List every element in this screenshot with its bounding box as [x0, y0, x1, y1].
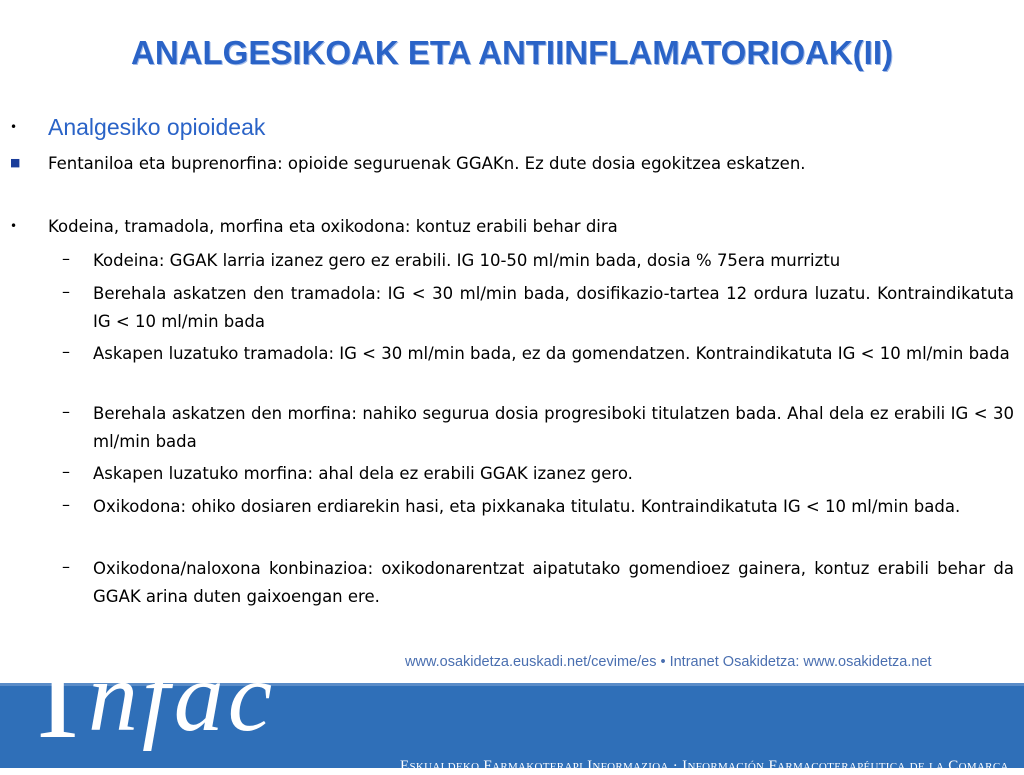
round-bullet-icon: •: [10, 120, 18, 134]
dash-bullet-icon: –: [62, 462, 70, 481]
dash-bullet-icon: –: [62, 402, 70, 421]
sub-item-text: Berehala askatzen den morfina: nahiko segurua dosia progresiboki titulatzen bada. Ahal dela ez erabili IG < 30 ml/min bada: [93, 404, 1014, 451]
sub-item-text: Askapen luzatuko morfina: ahal dela ez erabili GGAK izanez gero.: [93, 464, 633, 483]
footer-url-text[interactable]: www.osakidetza.euskadi.net/cevime/es • Intranet Osakidetza: www.osakidetza.net: [405, 654, 932, 670]
sub-item-text: Oxikodona: ohiko dosiaren erdiarekin hasi, eta pixkanaka titulatu. Kontraindikatuta IG < 10 ml/min bada.: [93, 497, 961, 516]
square-bullet-icon: ■: [10, 156, 21, 169]
sub-item-text: Berehala askatzen den tramadola: IG < 30 ml/min bada, dosifikazio-tartea 12 ordura luzatu. Kontraindikatuta IG < 10 ml/min bada: [93, 284, 1014, 331]
sub-item-text: Kodeina: GGAK larria izanez gero ez erabili. IG 10-50 ml/min bada, dosia % 75era murriztu: [93, 251, 841, 270]
footer: [0, 622, 1024, 774]
organization-name: Eskualdeko Farmakoterapi Informazioa · Información Farmacoterapéutica de la Comarca: [400, 758, 1009, 774]
bullet-text: Fentaniloa eta buprenorfina: opioide seguruenak GGAKn. Ez dute dosia egokitzea eskatzen.: [48, 154, 806, 173]
bullet-text: Kodeina, tramadola, morfina eta oxikodona: kontuz erabili behar dira: [48, 217, 618, 236]
dash-bullet-icon: –: [62, 249, 70, 268]
logo-rest: nfac: [88, 641, 277, 752]
sub-item-text: Oxikodona/naloxona konbinazioa: oxikodonarentzat aipatutako gomendioez gainera, kontuz erabili behar da GGAK arina duten gaixoengan ere.: [93, 559, 1014, 606]
logo-initial: I: [36, 622, 80, 766]
slide-title: ANALGESIKOAK ETA ANTIINFLAMATORIOAK(II): [131, 34, 893, 71]
section-heading: Analgesiko opioideak: [48, 114, 266, 140]
dash-bullet-icon: –: [62, 495, 70, 514]
round-bullet-icon: •: [10, 219, 18, 233]
sub-item-text: Askapen luzatuko tramadola: IG < 30 ml/min bada, ez da gomendatzen. Kontraindikatuta IG < 10 ml/min bada: [93, 344, 1010, 363]
dash-bullet-icon: –: [62, 342, 70, 361]
dash-bullet-icon: –: [62, 557, 70, 576]
dash-bullet-icon: –: [62, 282, 70, 301]
